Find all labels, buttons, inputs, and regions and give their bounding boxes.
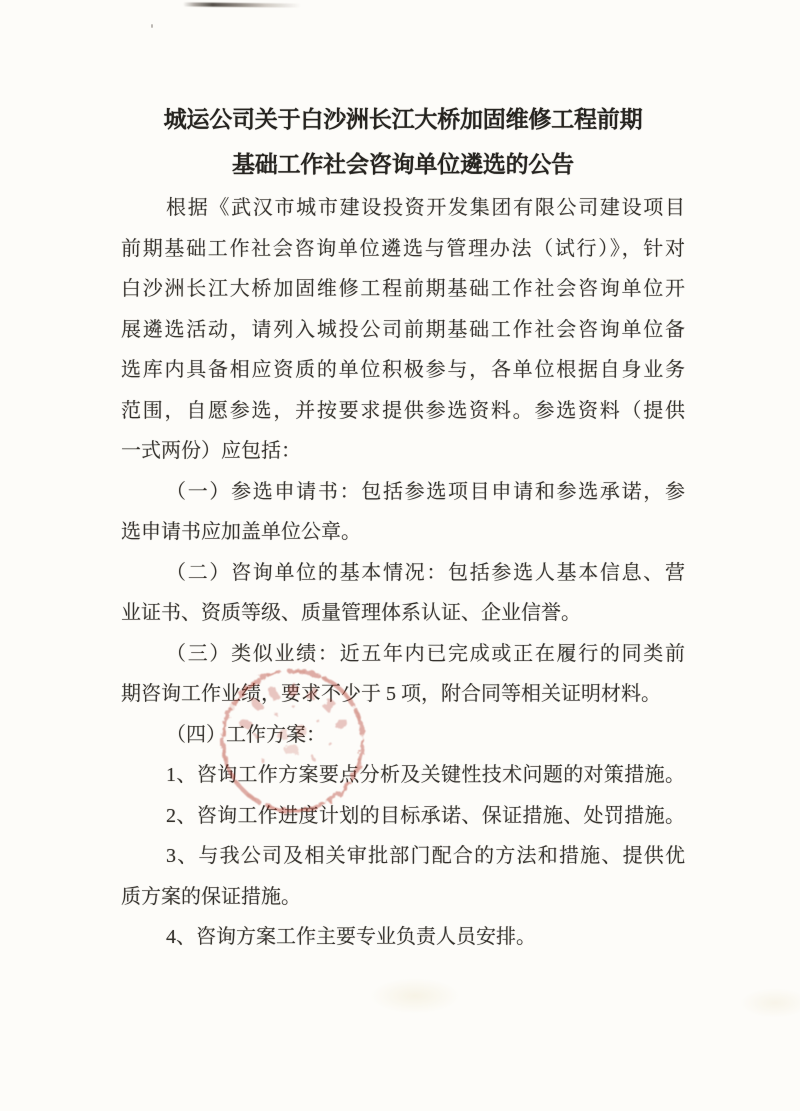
text-line: 展遴选活动，请列入城投公司前期基础工作社会咨询单位备 (121, 318, 685, 341)
text-line: 2、咨询工作进度计划的目标承诺、保证措施、处罚措施。 (166, 804, 685, 827)
paragraph-item-4-sub-1 (121, 755, 685, 796)
text-line: 一式两份）应包括： (121, 440, 301, 462)
document-title (121, 97, 685, 187)
text-line: 前期基础工作社会咨询单位遴选与管理办法（试行）》，针对 (121, 237, 685, 260)
paper-stain-icon (740, 988, 800, 1018)
paragraph-item-4-sub-3 (121, 836, 685, 917)
paragraph-item-2 (121, 553, 685, 634)
text-line: （二）咨询单位的基本情况：包括参选人基本信息、营 (166, 561, 685, 584)
text-line: 选库内具备相应资质的单位积极参与，各单位根据自身业务 (121, 359, 685, 381)
text-line: （一）参选申请书：包括参选项目申请和参选承诺，参 (166, 480, 685, 503)
text-line: 1、咨询工作方案要点分析及关键性技术问题的对策措施。 (166, 764, 685, 786)
document-body (121, 188, 685, 958)
document-title-line-2: 基础工作社会咨询单位遴选的公告 (231, 152, 574, 177)
scanner-smudge-icon (183, 2, 301, 7)
text-line: 质方案的保证措施。 (121, 885, 301, 908)
paragraph-item-4 (121, 715, 685, 756)
text-line: （四）工作方案： (166, 723, 326, 746)
text-line: 根据《武汉市城市建设投资开发集团有限公司建设项目 (166, 197, 685, 219)
text-line: 4、咨询方案工作主要专业负责人员安排。 (166, 926, 536, 948)
paragraph-item-4-sub-4 (121, 917, 685, 958)
document-title-line-1: 城运公司关于白沙洲长江大桥加固维修工程前期 (163, 107, 643, 132)
text-line: 范围，自愿参选，并按要求提供参选资料。参选资料（提供 (121, 399, 685, 422)
text-line: 选申请书应加盖单位公章。 (121, 521, 361, 543)
paragraph-item-3 (121, 634, 685, 715)
paragraph-item-4-sub-2 (121, 796, 685, 837)
paragraph-intro (121, 188, 685, 472)
scanner-speck-icon (151, 24, 153, 28)
paper-stain-icon (370, 978, 460, 1014)
text-line: 期咨询工作业绩，要求不少于 5 项，附合同等相关证明材料。 (121, 683, 661, 705)
text-line: 3、与我公司及相关审批部门配合的方法和措施、提供优 (166, 845, 685, 867)
text-line: 白沙洲长江大桥加固维修工程前期基础工作社会咨询单位开 (121, 278, 685, 300)
text-line: （三）类似业绩：近五年内已完成或正在履行的同类前 (166, 642, 685, 665)
text-line: 业证书、资质等级、质量管理体系认证、企业信誉。 (121, 602, 581, 624)
paragraph-item-1 (121, 472, 685, 553)
